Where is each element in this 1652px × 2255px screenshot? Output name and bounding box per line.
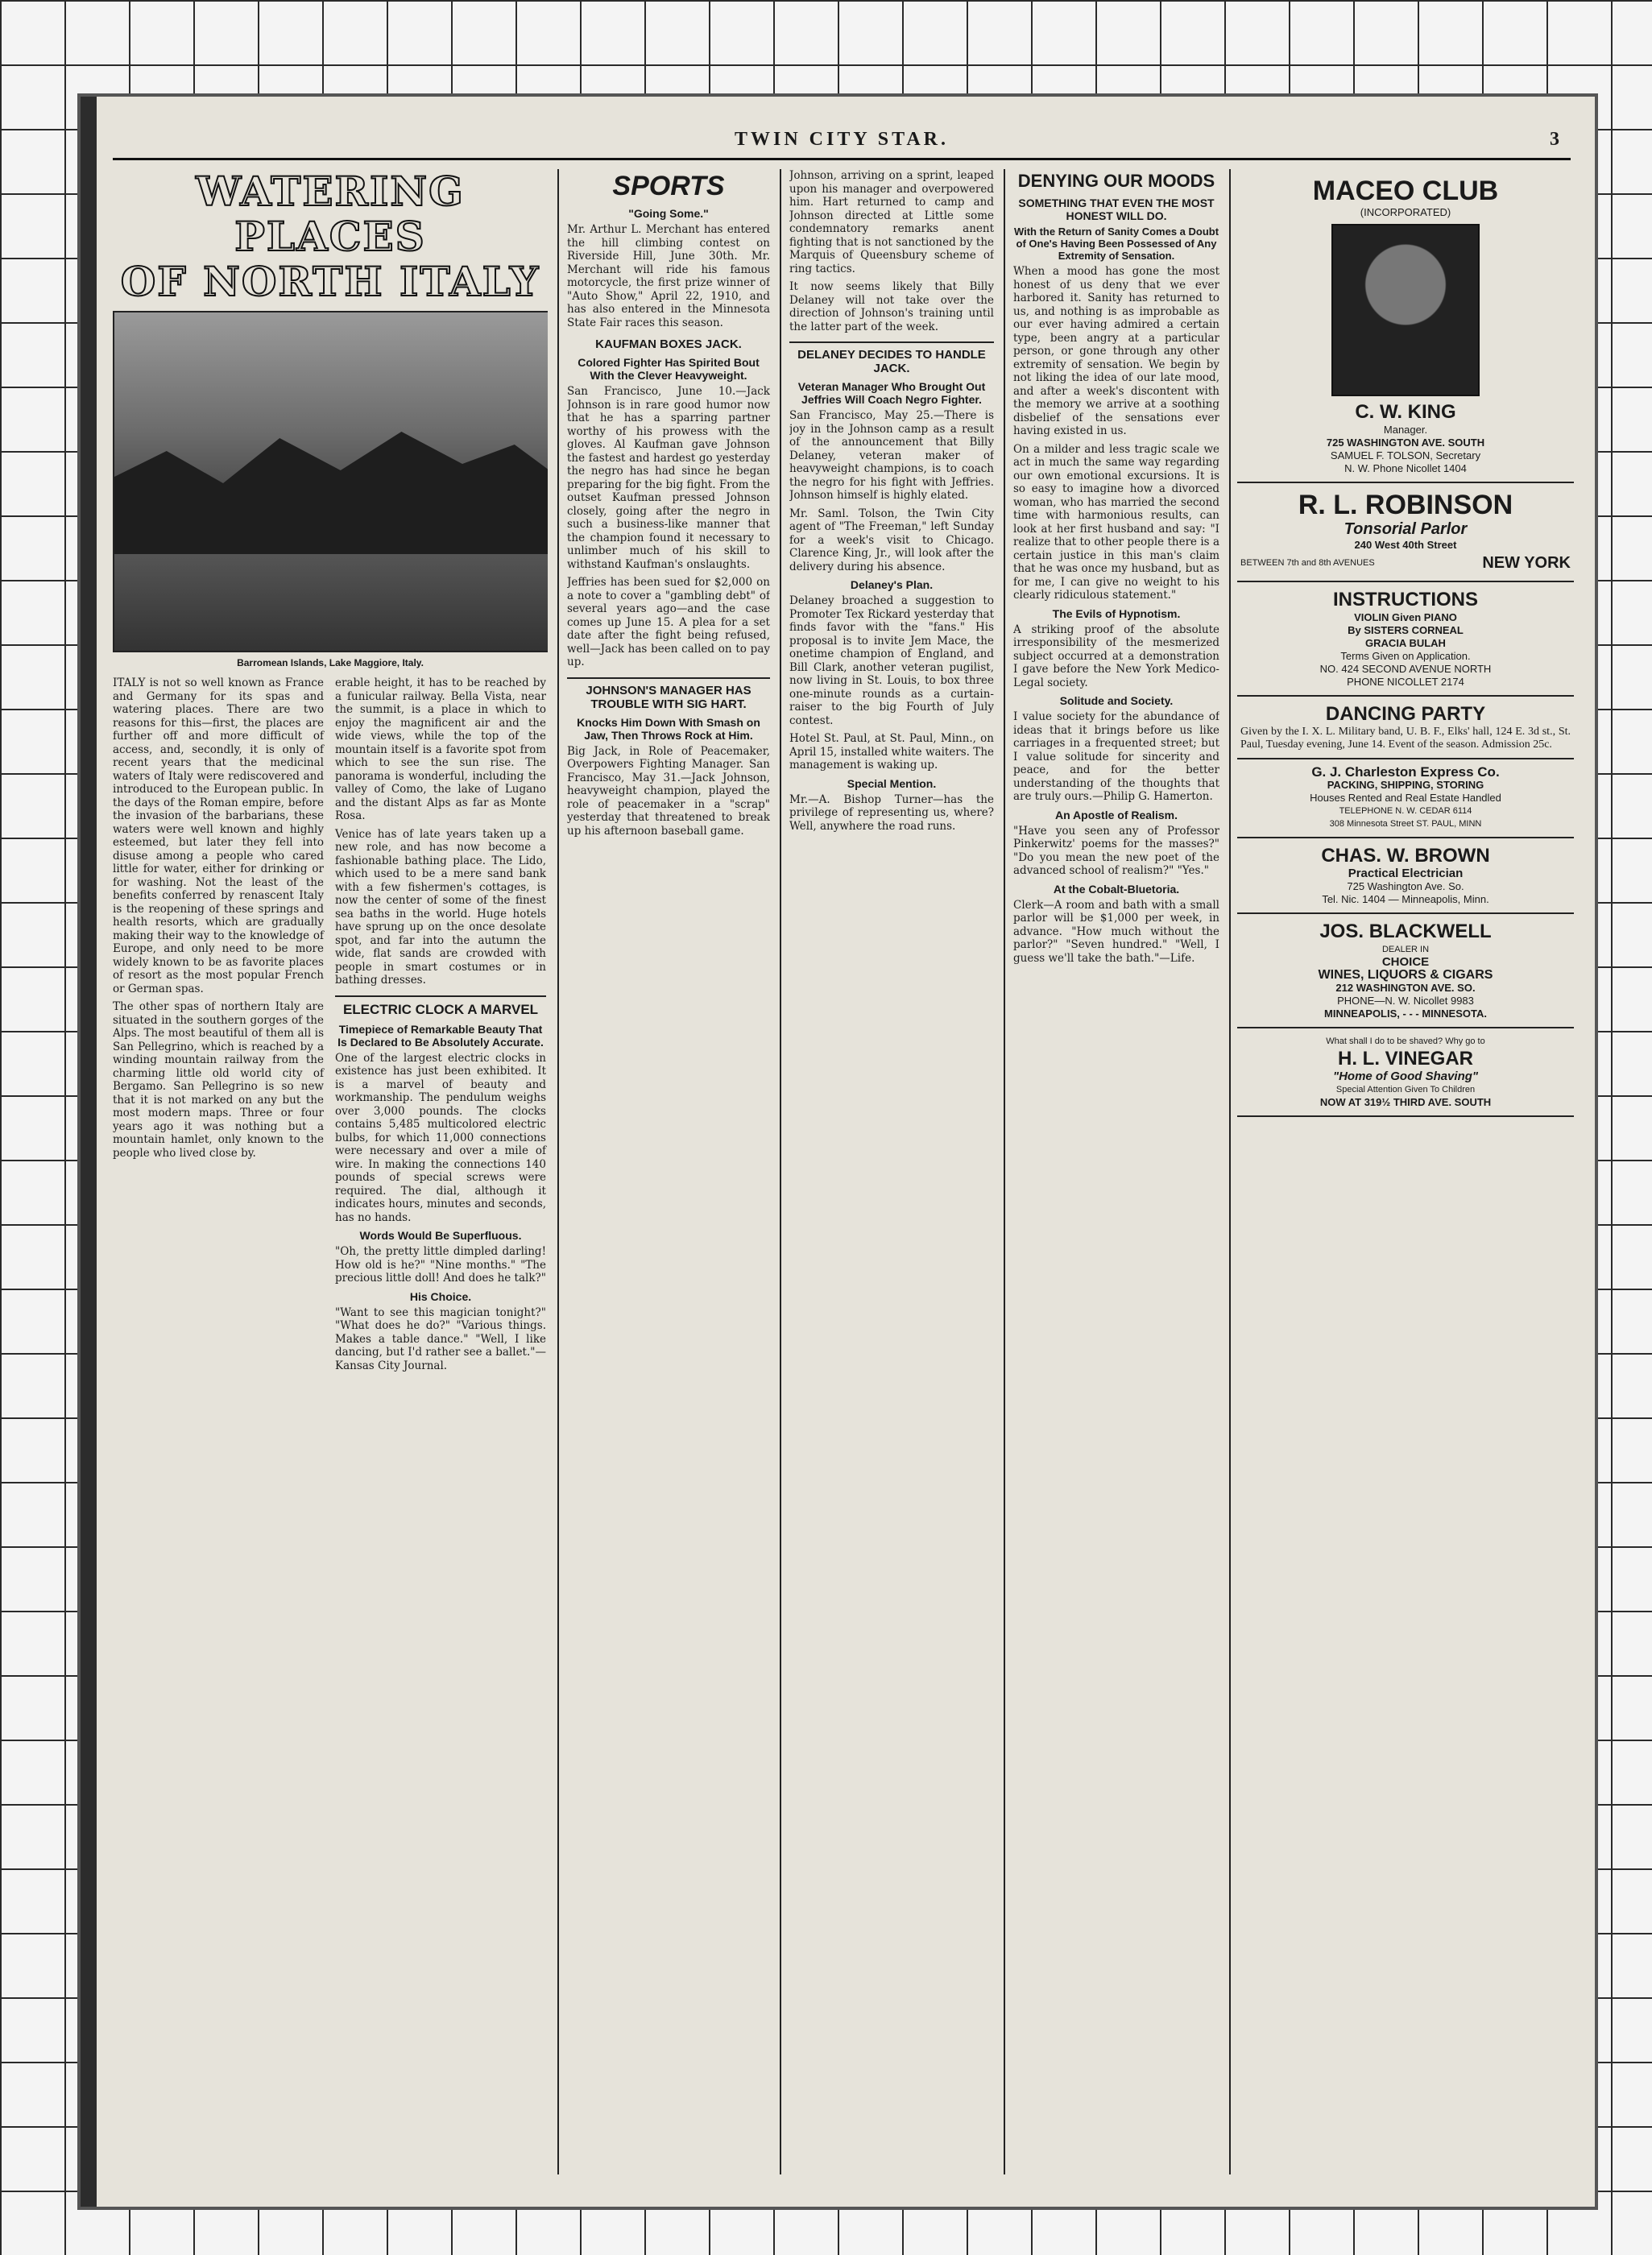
ad-title: H. L. VINEGAR xyxy=(1337,1048,1473,1070)
subhead: "Going Some." xyxy=(628,207,709,220)
ad-text: TELEPHONE N. W. CEDAR 6114 xyxy=(1339,806,1472,816)
ad-text: PHONE—N. W. Nicollet 9983 xyxy=(1337,995,1474,1007)
portrait-photo xyxy=(1331,224,1480,396)
article-paragraph: Johnson, arriving on a sprint, leaped upon his manager and overpowered him. Hart returned to camp and Johnson directed at Little some condemnatory remarks anent fighting that is not sanctioned by the Marquis of Queensbury scheme of ring tactics. xyxy=(789,169,994,275)
article-paragraph: Mr.—A. Bishop Turner—has the privilege of representing us, where? Well, anywhere the road runs. xyxy=(789,792,994,833)
article-paragraph: I value society for the abundance of ideas that it brings before us like carriages in a frequented street; but I value solitude for sincerity and peace, and for the better understanding of the thoughts that are truly ours.—Philip G. Hamerton. xyxy=(1013,710,1219,803)
ad-title: G. J. Charleston Express Co. xyxy=(1311,764,1500,780)
ad-text: Houses Rented and Real Estate Handled xyxy=(1310,792,1501,804)
ad-text: Given by the I. X. L. Military band, U. B. F., Elks' hall, 124 E. 3d st., St. Paul, Tuesday evening, June 14. Event of the season. Admission 25c. xyxy=(1240,726,1571,751)
headline-electric-clock: ELECTRIC CLOCK A MARVEL xyxy=(335,995,546,1018)
subhead: Delaney's Plan. xyxy=(850,578,934,591)
ad-text: (INCORPORATED) xyxy=(1360,206,1451,218)
subhead: His Choice. xyxy=(409,1289,472,1303)
column-rule xyxy=(1004,169,1005,2174)
ad-text: Terms Given on Application. xyxy=(1340,650,1471,662)
page-spine xyxy=(81,97,97,2207)
article-paragraph: Mr. Arthur L. Merchant has entered the hill climbing contest on Riverside Hill, June 30th. Mr. Merchant will ride his famous motorcycle, the first prize winner of "Auto Show," April 22, 1910, and has also entered in the Minnesota State Fair races this season. xyxy=(567,223,770,329)
ad-text: PHONE NICOLLET 2174 xyxy=(1347,676,1464,688)
article-paragraph: Big Jack, in Role of Peacemaker, Overpowers Fighting Manager. San Francisco, May 31.—Jack Johnson, heavyweight champion, played the role of peacemaker in a "scrap" yesterday that threatened to break up his afternoon baseball game. xyxy=(567,744,770,838)
headline-denying-moods: DENYING OUR MOODS xyxy=(1017,171,1215,191)
subhead: At the Cobalt-Bluetoria. xyxy=(1053,882,1180,896)
article-paragraph: erable height, it has to be reached by a funicular railway. Bella Vista, near the summit, is a place in which to enjoy the magnificent air and the wide views, while the top of the mountain itself is a favorite spot from which to see the sun rise. The panorama is wonderful, including the valley of Como, the lake of Lugano and the distant Alps as far as Monte Rosa. xyxy=(335,676,546,822)
ad-text: GRACIA BULAH xyxy=(1365,637,1446,649)
ad-title: R. L. ROBINSON xyxy=(1298,490,1513,520)
photo-caption: Barromean Islands, Lake Maggiore, Italy. xyxy=(237,657,424,668)
subhead: Special Mention. xyxy=(847,776,937,790)
ad-text: NEW YORK xyxy=(1482,554,1571,572)
ad-brown-electrician xyxy=(1237,838,1574,914)
article-paragraph: It now seems likely that Billy Delaney will not take over the direction of Johnson's training until the latter part of the week. xyxy=(789,280,994,333)
ad-text: SAMUEL F. TOLSON, Secretary xyxy=(1330,449,1481,461)
subhead: Words Would Be Superfluous. xyxy=(359,1229,522,1242)
column-sports xyxy=(567,169,770,2183)
article-paragraph: "Want to see this magician tonight?" "What does he do?" "Various things. Makes a table dance." "Well, I like dancing, but I'd rather see a ballet."—Kansas City Journal. xyxy=(335,1305,546,1372)
article-paragraph: When a mood has gone the most honest of us deny that we ever harbored it. Sanity has returned to us, and nothing is as improbable as our ever having admired a certain type, been angry at a particular person, or gone through any other extremity of sensation. We begin by not liking the idea of our late mood, and after a week's discontent with the memory we arrive at a soothing disbelief of the sensations ever having existed in us. xyxy=(1013,265,1219,437)
ad-text: 212 WASHINGTON AVE. SO. xyxy=(1335,982,1476,994)
column-rule xyxy=(1229,169,1231,2174)
subhead: Veteran Manager Who Brought Out Jeffries Will Coach Negro Fighter. xyxy=(797,380,986,406)
ad-text: Practical Electrician xyxy=(1348,867,1464,880)
column-advertisements xyxy=(1237,169,1574,2183)
article-paragraph: "Oh, the pretty little dimpled darling! How old is he?" "Nine months." "The precious little doll! And does he talk?" xyxy=(335,1245,546,1285)
ad-text: DEALER IN xyxy=(1381,945,1430,954)
ad-text: "Home of Good Shaving" xyxy=(1332,1070,1479,1083)
newspaper-title: TWIN CITY STAR. xyxy=(734,129,950,150)
title-line-1: WATERING PLACES xyxy=(196,169,465,260)
photo-mountains xyxy=(114,425,548,554)
header-rule xyxy=(113,158,1571,160)
subhead: An Apostle of Realism. xyxy=(1055,808,1178,821)
ad-text: 240 West 40th Street xyxy=(1354,539,1457,551)
column-rule xyxy=(780,169,781,2174)
page-header xyxy=(113,129,1571,161)
ad-dancing-party xyxy=(1237,697,1574,759)
ad-text: Tonsorial Parlor xyxy=(1344,520,1468,538)
article-paragraph: Hotel St. Paul, at St. Paul, Minn., on April 15, installed white waiters. The management is waking up. xyxy=(789,732,994,772)
ad-text: 308 Minnesota Street ST. PAUL, MINN xyxy=(1329,819,1482,829)
ad-instructions xyxy=(1237,582,1574,697)
ad-title: CHAS. W. BROWN xyxy=(1321,845,1490,867)
newspaper-page xyxy=(81,97,1595,2207)
title-line-2: OF NORTH ITALY xyxy=(120,258,540,305)
ad-text: CHOICE xyxy=(1381,955,1430,969)
ad-text: N. W. Phone Nicollet 1404 xyxy=(1344,462,1467,474)
article-paragraph: A striking proof of the absolute irresponsibility of the mesmerized subject occurred at a demonstration I gave before the New York Medico-Legal society. xyxy=(1013,623,1219,689)
article-title xyxy=(113,169,548,304)
subhead: SOMETHING THAT EVEN THE MOST HONEST WILL DO. xyxy=(1018,197,1215,222)
ad-text: WINES, LIQUORS & CIGARS xyxy=(1318,968,1493,982)
ad-text: VIOLIN Given PIANO xyxy=(1354,611,1457,623)
headline: DELANEY DECIDES TO HANDLE JACK. xyxy=(789,341,994,375)
article-paragraph: On a milder and less tragic scale we act in much the same way regarding our own emotional excursions. It is so easy to imagine how a divorced woman, who has married the second time with harmonious results, can look at her first husband and say: "I realize that to other people there is a certain justice in this man's claim that he was once my husband, but as for me, I can give no weight to his clearly ridiculous statement." xyxy=(1013,442,1219,602)
article-paragraph: Delaney broached a suggestion to Promoter Tex Rickard yesterday that finds favor with the "fans." His proposal is to invite Jem Mace, the onetime champion of England, and Bill Clark, another veteran pugilist, now living in St. Louis, to box three one-minute rounds as a curtain-raiser to the big Fourth of July contest. xyxy=(789,594,994,727)
ad-vinegar xyxy=(1237,1028,1574,1117)
article-paragraph: Mr. Saml. Tolson, the Twin City agent of "The Freeman," left Sunday for a week's visit to Chicago. Clarence King, Jr., will look after the delivery during his absence. xyxy=(789,507,994,573)
article-paragraph: "Have you seen any of Professor Pinkerwitz' poems for the masses?" "Do you mean the new poet of the advanced school of realism?" "Yes." xyxy=(1013,824,1219,877)
column-rule xyxy=(557,169,559,2174)
headline: KAUFMAN BOXES JACK. xyxy=(595,337,742,351)
article-photo xyxy=(113,311,548,652)
headline: JOHNSON'S MANAGER HAS TROUBLE WITH SIG HART. xyxy=(567,677,770,711)
ad-charleston-express xyxy=(1237,759,1574,838)
ad-text: BETWEEN 7th and 8th AVENUES xyxy=(1240,558,1375,568)
ad-title: DANCING PARTY xyxy=(1325,703,1486,725)
ad-maceo-club xyxy=(1237,169,1574,483)
ad-text: What shall I do to be shaved? Why go to xyxy=(1326,1036,1485,1046)
article-paragraph: ITALY is not so well known as France and Germany for its spas and watering places. There are two reasons for this—first, the places are further off and more difficult of access, and, secondly, it is only of recent years that the medicinal waters of Italy were rediscovered and introduced to the European public. In the days of the Roman empire, before the invasion of the barbarians, these waters were well known and highly esteemed, but later they fell into disuse among a people who cared little for water, either for drinking or for washing. Not the least of the benefits conferred by renascent Italy is the reopening of these springs and health resorts, which are gradually making their way to the knowledge of Europe, and only need to be more widely known to be as favorite places of resort as the most popular French or German spas. xyxy=(113,676,324,995)
article-paragraph: Clerk—A room and bath with a small parlor will be $1,000 per week, in advance. "How much without the parlor?" "Seven hundred." "Well, I guess we'll take the bath."—Life. xyxy=(1013,898,1219,965)
ad-text: Special Attention Given To Children xyxy=(1335,1085,1476,1094)
ad-title: JOS. BLACKWELL xyxy=(1319,921,1492,942)
subhead: Colored Fighter Has Spirited Bout With the Clever Heavyweight. xyxy=(578,356,760,382)
article-paragraph: The other spas of northern Italy are situated in the southern gorges of the Alps. The most beautiful of them all is San Pellegrino, which is reached by a winding mountain railway from the charming little old world city of Bergamo. San Pellegrino is so new that it is not marked on any but the most modern maps. Three or four years ago it was nothing but a mountain hamlet, only known to the people who lived close by. xyxy=(113,1000,324,1160)
ad-text: Manager. xyxy=(1383,424,1428,436)
ad-text: NOW AT 319½ THIRD AVE. SOUTH xyxy=(1319,1096,1492,1108)
ad-text: Tel. Nic. 1404 — Minneapolis, Minn. xyxy=(1322,893,1489,905)
column-five xyxy=(1013,169,1219,2183)
ad-blackwell xyxy=(1237,914,1574,1028)
subhead: The Evils of Hypnotism. xyxy=(1052,606,1181,620)
subhead: Solitude and Society. xyxy=(1059,694,1174,707)
ad-robinson xyxy=(1237,483,1574,582)
subhead: With the Return of Sanity Comes a Doubt of One's Having Been Possessed of Any Extremity of Sensation. xyxy=(1013,226,1219,262)
photo-lake xyxy=(114,554,548,651)
ad-text: 725 Washington Ave. So. xyxy=(1347,880,1464,892)
ad-title: MACEO CLUB xyxy=(1312,176,1499,206)
ad-title: INSTRUCTIONS xyxy=(1333,589,1478,610)
article-paragraph: Jeffries has been sued for $2,000 on a note to cover a "gambling debt" of several years ago—and the case comes up June 15. A plea for a set date after the fight being refused, well—Jack has been called on to pay up. xyxy=(567,576,770,668)
ad-text: C. W. KING xyxy=(1355,401,1456,423)
column-four xyxy=(789,169,994,2183)
ad-text: MINNEAPOLIS, - - - MINNESOTA. xyxy=(1324,1008,1487,1020)
page-number: 3 xyxy=(1550,129,1563,150)
sports-headline: SPORTS xyxy=(612,171,725,201)
subhead: Knocks Him Down With Smash on Jaw, Then Throws Rock at Him. xyxy=(577,715,760,742)
article-paragraph: Venice has of late years taken up a new role, and has now become a fashionable bathing place. The Lido, which used to be a mere sand bank with a few fishermen's cottages, is now the center of some of the finest sea baths in the world. Huge hotels have sprung up on the once desolate spot, and far into the autumn the wide, flat sands are crowded with people in smart costumes or in bathing dresses. xyxy=(335,827,546,987)
ad-text: NO. 424 SECOND AVENUE NORTH xyxy=(1319,663,1492,675)
subhead: Timepiece of Remarkable Beauty That Is Declared to Be Absolutely Accurate. xyxy=(337,1022,544,1049)
article-watering-places xyxy=(113,169,548,2183)
article-paragraph: One of the largest electric clocks in existence has just been exhibited. It is a marvel of beauty and workmanship. The pendulum weighs over 3,000 pounds. The clocks contains 5,485 multicolored electric bulbs, for which 11,000 connections were necessary and over a mile of wire. In making the connections 140 pounds of special screws were required. The dial, although it indicates hours, minutes and seconds, has no hands. xyxy=(335,1051,546,1224)
ad-text: By SISTERS CORNEAL xyxy=(1348,624,1464,636)
article-paragraph: San Francisco, May 25.—There is joy in the Johnson camp as a result of the announcement that Billy Delaney, veteran maker of heavyweight champions, is to coach the negro for his fight with Jeffries. Johnson himself is highly elated. xyxy=(789,409,994,502)
ad-text: PACKING, SHIPPING, STORING xyxy=(1327,779,1484,791)
ad-text: 725 WASHINGTON AVE. SOUTH xyxy=(1326,437,1485,449)
article-paragraph: San Francisco, June 10.—Jack Johnson is in rare good humor now that he has a sparring partner worthy of his prowess with the gloves. Al Kaufman gave Johnson the fastest and hardest go yesterday the negro has had since he began preparing for the big fight. From the outset Kaufman pressed Johnson closely, going after the negro in such a business-like manner that the champion found it necessary to unlimber much of his skill to withstand Kaufman's onslaughts. xyxy=(567,385,770,571)
